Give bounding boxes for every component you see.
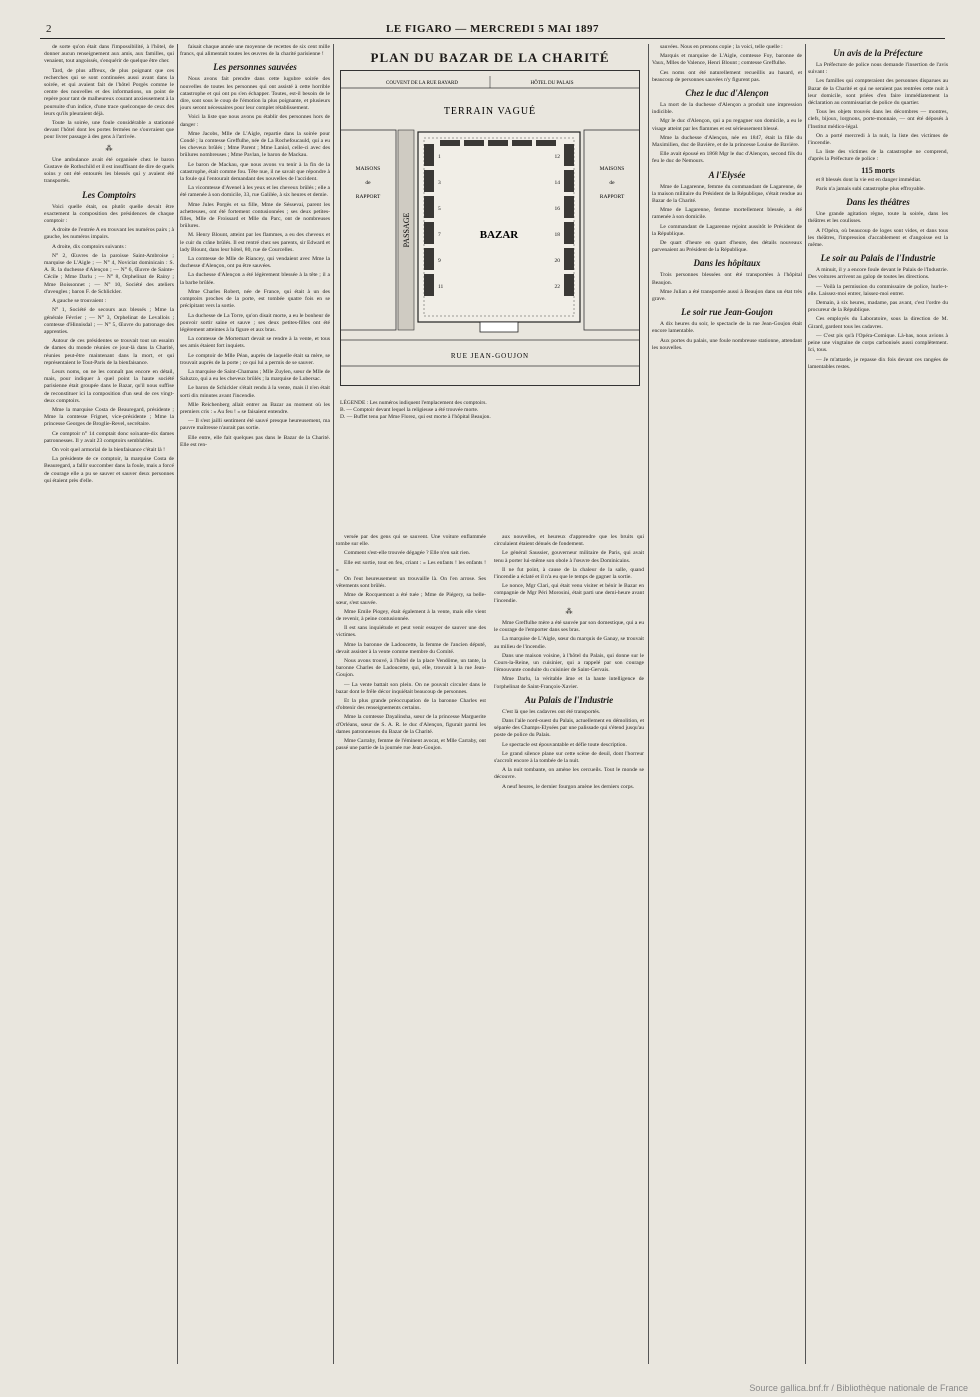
paragraph: faisait chaque année une moyenne de recettes de six cent mille francs, qui alimentait toutes les œuvres de la charité parisienne ! [180,44,330,58]
paragraph: Mme la comtesse Dayalinsha, sœur de la princesse Marguerite d'Orléans, sœur de S. A. R. le duc d'Alençon, figurait parmi les dames patronnesses du Bazar de la Charité. [336,714,486,735]
paragraph: A gauche se trouvaient : [52,298,107,305]
paragraph: Le comptoir de Mlle Péan, auprès de laquelle était sa mère, se trouvait auprès de la porte ; ce qui lui a permis de se sauver. [180,352,330,366]
svg-text:16: 16 [554,206,560,212]
svg-text:3: 3 [438,180,441,186]
paragraph: A l'Opéra, où beaucoup de loges sont vides, et dans tous les théâtres, l'impression d'accablement et d'angoisse est la même. [808,227,948,249]
svg-text:12: 12 [554,154,560,160]
paragraph: Dans une maison voisine, à l'hôtel du Palais, qui donne sur le Cours-la-Reine, un cuisinier, qui a rappelé par son courage l'émouvante conduite du cuisinier de Saint-Gervais. [494,652,644,674]
paragraph: A droite de l'entrée A en trouvant les numéros pairs ; à gauche, les numéros impairs. [44,227,174,241]
paragraph: Mme de Rocquemont a été tuée ; Mme de Piégery, sa belle-sœur, s'est sauvée. [336,592,486,606]
paragraph: Trois personnes blessées ont été transportées à l'hôpital Beaujon. [652,272,802,286]
paragraph: A droite, dix comptoirs suivants : [52,243,127,250]
svg-text:18: 18 [554,232,560,238]
paragraph: La duchesse d'Alençon a été légèrement blessée à la tête ; il a la barbe brûlée. [180,272,330,286]
paragraph: Mme la marquise Costa de Beauregard, présidente ; Mme la comtesse Frignet, vice-présidente ; Mme la princesse Georges de Broglie-Revel, secrétaire. [44,406,174,428]
paragraph: Nous avons fait prendre dans cette lugubre soirée des nouvelles de toutes les personnes qui ont assisté à cette horrible catastrophe et qui ont pu s'en échapper. Toutes, est-il besoin de le dire, sont sous le coup de l'émotion la plus poignante, et plusieurs jours seront nécessaires pour leur complet rétablissement. [180,76,330,112]
paragraph: Elle avait épousé en 1868 Mgr le duc d'Alençon, second fils du feu le duc de Nemours. [652,151,802,165]
paragraph: Mme Charles Robert, née de France, qui était à un des comptoirs proches de la porte, est tombée quatre fois en se précipitant vers la sortie. [180,288,330,310]
paragraph: Le commandant de Lagarenne rejoint aussitôt le Président de la République. [652,223,802,237]
paragraph: On l'eut heureusement un trouvaille là. On l'en arrose. Ses vêtements sont brûlés. [336,576,486,590]
paragraph: Mme de Lagarenne, femme mortellement blessée, a été ramenée à son domicile. [652,207,802,221]
paragraph: Dans l'aile nord-ouest du Palais, actuellement en démolition, et séparée des Champs-Elysées par une palissade qui s'étend jusqu'au poste de police du Palais. [494,718,644,739]
paragraph: La comtesse de Mortemart devait se rendre à la vente, et tous ses amis étaient fort inquiets. [180,336,330,350]
paragraph: Autour de ces présidentes se trouvait tout un essaim de dames du monde réunies ce jour-là dans la Charité, réunies peut-être maintenant dans la mort, et qui représentaient le Tout-Paris de la bienfaisance. [44,338,174,366]
separator-stars: ⁂ [565,607,573,616]
column-5 [808,44,948,1364]
label-terrain-vague: TERRAIN VAGUÉ [443,106,537,117]
paragraph: La liste des victimes de la catastrophe ne comprend, d'après la Préfecture de police : [808,149,948,163]
paragraph: Le spectacle est épouvantable et défie toute description. [502,741,627,748]
source-footer: Source gallica.bnf.fr / Bibliothèque nationale de France [749,1383,968,1393]
paragraph: Ces noms ont été naturellement recueillis au hasard, et beaucoup de personnes sauvées n'y figurent pas. [652,69,802,83]
paragraph: Le baron de Schickler s'était rendu à la vente, mais il n'en était sorti dix minutes avant l'incendie. [180,385,330,399]
paragraph: Mme Jacobs, Mlle de L'Aigle, repartie dans la soirée pour Condé ; la comtesse Greffulhe, née de La Rochefoucauld, qui a eu les cheveux brûlés ; Mme Parent ; Mme Laniol, celle-ci avec des brûlures nombreuses ; Mme Pavlan, le baron de Mackau. [180,130,330,159]
column-rule [177,44,178,1364]
paragraph: Paris n'a jamais subi catastrophe plus effroyable. [816,186,925,193]
section-heading: Chez le duc d'Alençon [685,88,769,99]
section-heading: Les personnes sauvées [213,62,297,73]
column-rule [805,44,806,1364]
paragraph: Mme Darlu, la véritable âme et la haute intelligence de l'orphelinat de Saint-François-Xavier. [494,676,644,690]
paragraph: aux nouvelles, et heureux d'apprendre que les bruits qui circulaient étaient dénués de fondement. [494,534,644,548]
paragraph: On voit quel armorial de la bienfaisance c'était là ! [52,446,165,453]
paragraph: La mort de la duchesse d'Alençon a produit une impression indicible. [652,102,802,116]
column-3a [336,534,486,1364]
paragraph: Le baron de Mackau, que nous avons vu tenir à la fin de la catastrophe, était comme fou. Tête nue, il ne savait que répondre à la foule qui l'entourait demandant des nouvelles de l'accident. [180,161,330,183]
paragraph: Mlle Reichenberg allait entrer au Bazar au moment où les premiers cris : « Au feu ! » se faisaient entendre. [180,401,330,415]
paragraph: Tard, de plus affreux, de plus poignant que ces recherches qui se sont continuées aussi avant dans la soirée, et qui avaient fait de l'hôtel Porgès comme le centre des nouvelles et des informations, un point de repère pour tant de malheureux courant anxieusement à la poursuite d'un indice, d'une trace quelconque de ceux des leurs qu'ils pleuraient déjà. [44,67,174,117]
separator-stars: ⁂ [105,144,113,153]
label-hotel-palais: HÔTEL DU PALAIS [530,81,574,86]
paragraph: Leurs noms, on ne les connaît pas encore en détail, mais, pour indiquer à quel point la haute société parisienne était groupée dans le Bazar, qu'il nous suffise de reconstituer ici la composition d'un seul de ces vingt-deux comptoirs. [44,368,174,404]
legend-title: LÉGENDE : Les numéros indiquent l'emplacement des comptoirs. [340,400,487,406]
svg-text:9: 9 [438,258,441,264]
paragraph: A minuit, il y a encore foule devant le Palais de l'Industrie. Des voitures arrivent au galop de toutes les directions. [808,267,948,281]
paragraph: Mgr le duc d'Alençon, qui a pu regagner son domicile, a eu le visage atteint par les flammes et est sérieusement blessé. [652,118,802,132]
paragraph: La Préfecture de police nous demande l'insertion de l'avis suivant : [808,62,948,76]
paragraph: Toute la soirée, une foule considérable a stationné devant l'hôtel dont les portes fermées ne s'ouvraient que pour livrer passage à des gens à l'arrivée. [44,120,174,141]
section-heading: A l'Elysée [708,169,746,180]
svg-text:22: 22 [554,284,560,290]
paragraph: Une ambulance avait été organisée chez le baron Gustave de Rothschild et il est insuffisant de dire de quels soins y ont été entourés les blessés qui y avaient été transportés. [44,156,174,185]
label-bazar: BAZAR [479,229,519,241]
section-heading: Les Comptoirs [82,189,136,200]
paragraph: — La vente battait son plein. On ne pouvait circuler dans le bazar dont le frêle décor inquiétait beaucoup de personnes. [336,681,486,695]
svg-text:7: 7 [438,232,441,238]
paragraph: Aux portes du palais, une foule nombreuse stationne, attendant les nouvelles. [652,337,802,351]
paragraph: Et la plus grande préoccupation de la baronne Charles est d'obtenir des renseignements certains. [336,698,486,712]
paragraph: — C'est pis qu'à l'Opéra-Comique. Là-bas, nous avions à peine une vingtaine de corps carbonisés aussi complètement. Ici, tous. [808,332,948,354]
label-rue-bayard: COUVENT DE LA RUE BAYARD [386,81,458,86]
paragraph: C'est là que les cadavres ont été transportés. [502,708,601,715]
section-heading: Le soir rue Jean-Goujon [681,307,773,318]
paragraph: La vicomtesse d'Avenel à les yeux et les cheveux brûlés ; elle a été ramenée à son domicile, 33, rue Galilée, à six heures et demie. [180,185,330,199]
paragraph: A neuf heures, le dernier fourgon amène les derniers corps. [502,783,635,790]
paragraph: Nous avons trouvé, à l'hôtel de la place Vendôme, un tante, la baronne Charles de Ladoucette, qui, elle, trouvait à la rue Jean-Goujon. [336,658,486,679]
paragraph: Ce comptoir n° 14 comptait donc soixante-dix dames patronnesses. Il y avait 23 comptoirs semblables. [44,430,174,444]
paragraph: De quart d'heure en quart d'heure, des détails nouveaux parvenaient au Président de la République. [652,240,802,254]
paragraph: M. Henry Blount, atteint par les flammes, a eu des cheveux et le cuir du crâne brûlés. Il est rentré chez ses parents, sir Edward et lady Blount, dans leur hôtel, 80, rue de Courcelles. [180,232,330,253]
paragraph: Mme de Lagarenne, femme du commandant de Lagarenne, de la maison militaire du Président de la République, s'était rendue au Bazar de la Charité. [652,183,802,205]
paragraph: Une grande agitation règne, toute la soirée, dans les théâtres et les coulisses. [808,211,948,225]
column-4 [652,44,802,1364]
paragraph: La marquise de Saint-Chamans ; Mlle Zuylen, sœur de Mlle de Saluzzo, qui a eu les cheveux brûlés ; la marquise de Lubersac. [180,368,330,383]
paragraph: Mme la baronne de Ladoucette, la femme de l'ancien député, devait assister à la vente comme membre du Comité. [336,641,486,655]
wounded-count: et 8 blessés dont la vie est en danger immédiat. [816,176,922,183]
label-rue-jean-goujon: RUE JEAN-GOUJON [450,352,530,360]
paragraph: Comment s'est-elle trouvée dégagée ? Elle n'en sait rien. [344,550,471,557]
section-heading: Dans les hôpitaux [693,258,761,269]
section-heading: Dans les théâtres [846,197,910,208]
paragraph: Voici la liste que nous avons pu établir des personnes hors de danger : [180,114,330,128]
section-heading: Un avis de la Préfecture [833,48,923,58]
column-1 [44,44,174,1364]
paragraph: La marquise de L'Aigle, sœur du marquis de Ganay, se trouvait au milieu de l'incendie. [494,636,644,650]
svg-text:14: 14 [554,180,560,186]
legend-b: B. — Comptoir devant lequel la religieuse a été trouvée morte. [340,407,479,413]
paragraph: N° 2, Œuvres de la paroisse Saint-Ambroise ; marquise de L'Aigle ; — N° 4, Noviciat dominicain : S. A. R. la duchesse d'Alençon ; — N° 6, Œuvre de Sainte-Cécile ; Mme Darlu ; — N° 8, Orphelinat de Rainy ; Mme Boissonnet ; — N° 10, Société des ateliers d'aveugles ; baron F. de Schlickler. [44,252,174,295]
paragraph: Mme Jules Porgès et sa fille, Mme de Séssevai, parent les achetteuses, ont été fortement contusionnées ; ses deux petites-filles, Mlle de Froissard et Mlle du Parc, ont de nombreuses brûlures. [180,201,330,230]
paragraph: On a porté mercredi à la nuit, la liste des victimes de l'incendie. [808,132,948,147]
paragraph: Demain, à six heures, madame, pas avant, c'est l'ordre du procureur de la République. [808,300,948,314]
paragraph: N° 1, Société de secours aux blessés ; Mme la générale Février ; — N° 3, Orphelinat de Levallois ; comtesse d'Hinnisdal ; — N° 5, Œuvre du patronage des apprenties. [44,307,174,335]
masthead [40,22,945,39]
svg-text:5: 5 [438,206,441,212]
paragraph: — Il s'est jailli sentiment été sauvé presque heureusement, ma pauvre maîtresse n'aurait pas sortie. [180,418,330,432]
paragraph: La présidente de ce comptoir, la marquise Costa de Beauregard, a fallir succomber dans la foule, mais a forcé de courage elle a pu se sauver et sauver deux personnes qui étaient près d'elle. [44,456,174,484]
paragraph: Mme la duchesse d'Alençon, née en 1847, était la fille du Maximilien, duc de Bavière, et de la princesse Louise de Bavière. [652,134,802,149]
paragraph: Ces employés du Laboratoire, sous la direction de M. Girard, gardent tous les cadavres. [808,316,948,330]
section-heading: Le soir au Palais de l'Industrie [820,253,936,264]
label-maisons-left: MAISONS de RAPPORT [355,166,381,200]
label-maisons-right: MAISONS de RAPPORT [599,166,625,200]
column-3b [494,534,644,1364]
page-number: 2 [46,23,52,35]
paragraph: versée par des gens qui se sauvent. Une voiture enflammée tombe sur elle. [336,534,486,548]
column-rule [333,44,334,1364]
paragraph: Voici quelle était, ou plutôt quelle devait être exactement la composition des présidences de chaque comptoir : [44,203,174,225]
paragraph: de sorte qu'on était dans l'impossibilité, à l'hôtel, de donner aucun renseignement aux amis, aux familles, qui venaient, tout angoissés, s'enquérir de quelque être cher. [44,44,174,65]
paragraph: Le grand silence plane sur cette scène de deuil, dont l'horreur s'accroît encore à la tombée de la nuit. [494,750,644,765]
paragraph: La comtesse de Mlle de Riancey, qui vendaient avec Mme la duchesse d'Alençon, ont pu être sauvées. [180,256,330,270]
section-heading: Au Palais de l'Industrie [524,694,614,705]
paragraph: Mme Greffulhe mère a été sauvée par son domestique, qui a eu le courage de l'emporter dans ses bras. [494,620,644,634]
paragraph: Les familles qui compteraient des personnes disparues au Bazar de la Charité et qui ne seraient pas rentrées cette nuit à leur domicile, sont priées d'en faire immédiatement la déclaration au commissariat de police du quartier. [808,78,948,107]
label-passage: PASSAGE [402,212,411,248]
paragraph: Elle entre, elle fait quelques pas dans le Bazar de la Charité. Elle est ren- [180,434,330,448]
paragraph: La duchesse de La Torre, qu'on disait morte, a eu le bonheur de pouvoir sortir saine et sauve ; ses deux petites-filles ont été légèrement atteintes à la figure et aux bras. [180,312,330,333]
paragraph: Tous les objets trouvés dans les décombres — montres, clefs, bijoux, lorgnons, porte-monnaie, — ont été déposés à l'Institut médico-légal. [808,109,948,130]
svg-text:11: 11 [438,284,444,290]
paragraph: Elle est sortie, tout en feu, criant : « Les enfants ! les enfants ! » [336,559,486,573]
legend-d: D. — Buffet tenu par Mme Florez, qui est morte à l'hôpital Beaujon. [340,414,491,420]
paragraph: Mme Carraby, femme de l'éminent avocat, et Mlle Carraby, ont passé une partie de la journée rue Jean-Goujon. [336,738,486,752]
paragraph: — Voilà la permission du commissaire de police, hurle-t-elle. Laissez-moi entrer, laissez-moi entrer. [808,283,948,297]
paragraph: Il ne fut point, à cause de la chaleur de la salle, quand l'incendie a éclaté et il n'a eu que le temps de gagner la sortie. [494,566,644,581]
svg-text:1: 1 [438,154,441,160]
death-count: 115 morts [861,165,895,175]
paragraph: — Je m'attarde, je repasse dix fois devant ces rangées de lamentables restes. [808,356,948,370]
paragraph: Il est sans inquiétude et peut venir essayer de sauver une des victimes. [336,625,486,639]
column-2 [180,44,330,1364]
paragraph: A la nuit tombante, on amène les cercueils. Tout le monde se découvre. [494,767,644,781]
plan-title: PLAN DU BAZAR DE LA CHARITÉ [370,50,610,65]
masthead-title: LE FIGARO — MERCREDI 5 MAI 1897 [386,23,599,35]
paragraph: Le général Saussier, gouverneur militaire de Paris, qui avait tenu à porter lui-même son obole à l'œuvre des Dominicains. [494,550,644,564]
paragraph: A dix heures du soir, le spectacle de la rue Jean-Goujon était encore lamentable. [652,321,802,335]
paragraph: sauvées. Nous en prenons copie ; la voici, telle quelle : [660,44,783,50]
paragraph: Le nonce, Mgr Clari, qui était venu visiter et bénir le Bazar en compagnie de Mgr Péri Morosini, était parti une demi-heure avant l'incendie. [494,583,644,604]
column-rule [648,44,649,1364]
paragraph: Mme Emile Piogey, était également à la vente, mais elle vient de revenir, à peine contusionnée. [336,608,486,623]
paragraph: Marquis et marquise de L'Aigle, comtesse Foy, baronne de Vaux, Mlles de Valence, Henri Blount ; comtesse Greffulhe. [652,53,802,67]
svg-text:20: 20 [554,258,560,264]
column-3 [336,44,644,1364]
paragraph: Mme Julian a été transportée aussi à Beaujon dans un état très grave. [652,288,802,303]
